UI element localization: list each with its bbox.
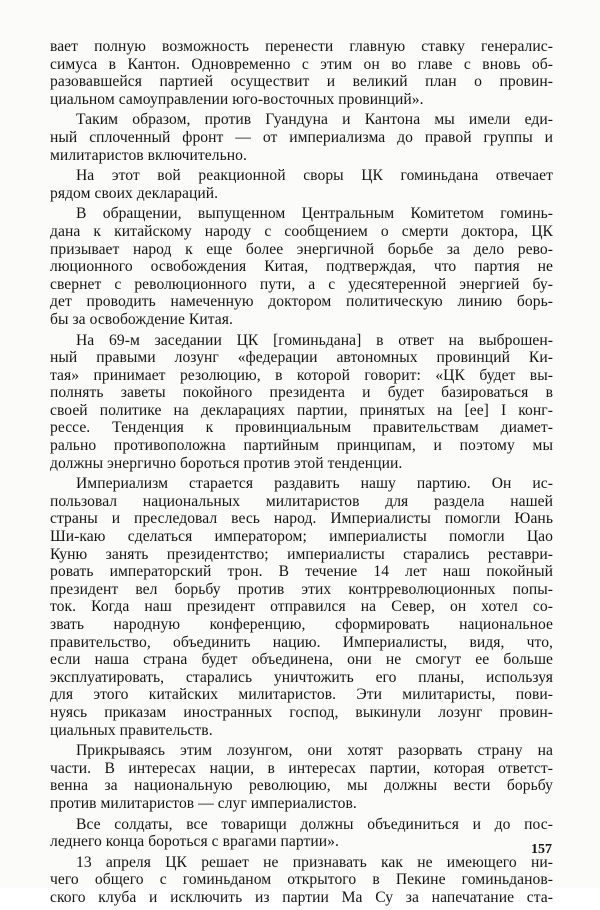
body-text	[50, 38, 553, 910]
text-line: страны и преследовал весь народ. Империалисты помогли Юань	[50, 510, 553, 528]
page-number: 157	[531, 842, 552, 857]
text-line: правительство, объединить нацию. Империалисты, видя, что,	[50, 633, 553, 651]
text-line: свернет с революционного пути, а с удесятеренной энергией бу-	[50, 275, 553, 293]
text-line: 13 апреля ЦК решает не признавать как не имеющего ни-	[76, 853, 553, 871]
text-line: части. В интересах нации, в интересах партии, которая ответст-	[50, 759, 553, 777]
text-line: ского клуба и исключить из партии Ма Су за напечатание ста-	[50, 888, 553, 906]
text-line: пользовал национальных милитаристов для раздела нашей	[50, 492, 553, 510]
text-line: ный сплоченный фронт — от империализма до правой группы и	[50, 128, 553, 146]
text-line: против милитаристов — слуг империалистов.	[50, 794, 357, 812]
text-line: дана к китайскому народу с сообщением о смерти доктора, ЦК	[50, 222, 553, 240]
text-line: венна за национальную революцию, мы должны вести борьбу	[50, 777, 553, 795]
paragraph	[50, 38, 553, 108]
paragraph	[50, 167, 553, 202]
text-line: рядом своих деклараций.	[50, 184, 219, 202]
text-line: На этот вой реакционной своры ЦК гоминьдана отвечает	[76, 167, 553, 185]
text-line: дет проводить намеченную доктором политическую линию борь-	[50, 293, 553, 311]
text-line: Все солдаты, все товарищи должны объединиться и до пос-	[76, 815, 553, 833]
text-line: вает полную возможность перенести главную ставку генералис-	[50, 38, 553, 55]
paragraph	[50, 111, 553, 164]
text-line: рессе. Тенденция к провинциальным правительствам диамет-	[50, 419, 553, 437]
text-line: полнять заветы покойного президента и будет базироваться в	[50, 384, 553, 402]
text-line: ный правыми лозунг «федерации автономных провинций Ки-	[50, 349, 553, 367]
text-line: для этого китайских милитаристов. Эти милитаристы, пови-	[50, 686, 553, 704]
paragraph	[50, 205, 553, 328]
paragraph	[50, 816, 553, 851]
paragraph	[50, 332, 553, 473]
text-line: чего общего с гоминьданом открытого в Пекине гоминьданов-	[50, 871, 553, 889]
text-line: циальном самоуправлении юго-восточных провинций».	[50, 90, 424, 108]
text-line: Куню занять президентство; империалисты старались реставри-	[50, 545, 553, 563]
text-line: Ши-каю сделаться императором; империалисты помогли Цао	[50, 528, 553, 546]
text-line: рально противоположна партийным принципам, и поэтому мы	[50, 437, 553, 455]
text-line: президент вел борьбу против этих контрреволюционных попы-	[50, 580, 553, 598]
text-line: если наша страна будет объединена, они не смогут ее больше	[50, 651, 553, 669]
text-line: нуясь приказам иностранных господ, выкинули лозунг провин-	[50, 703, 553, 721]
text-line: тая» принимает резолюцию, в которой говорит: «ЦК будет вы-	[50, 366, 553, 384]
text-line: призывает народ к еще более энергичной борьбе за дело рево-	[50, 240, 553, 258]
text-line: звать народную конференцию, сформировать национальное	[50, 616, 553, 633]
text-line: Таким образом, против Гуандуна и Кантона мы имели еди-	[76, 111, 553, 129]
text-line: эксплуатировать, старались уничтожить его планы, используя	[50, 668, 553, 686]
text-line: леднего конца бороться с врагами партии».	[50, 833, 339, 851]
text-line: циальных правительств.	[50, 721, 213, 739]
text-line: ровать императорский трон. В течение 14 лет наш покойный	[50, 563, 553, 581]
text-line: На 69-м заседании ЦК [гоминьдана] в ответ на выброшен-	[76, 331, 553, 349]
text-line: своей политике на декларациях партии, принятых на [ее] I конг-	[50, 401, 553, 419]
text-line: Прикрываясь этим лозунгом, они хотят разорвать страну на	[76, 742, 553, 760]
text-line: ток. Когда наш президент отправился на Север, он хотел со-	[50, 598, 553, 616]
paragraph	[50, 475, 553, 739]
text-line: В обращении, выпущенном Центральным Комитетом гоминь-	[76, 205, 553, 223]
paragraph	[50, 854, 553, 907]
text-line: разовавшейся партией осуществит и великий план о провин-	[50, 73, 553, 91]
text-line: бы за освобождение Китая.	[50, 310, 233, 328]
text-line: должны энергично бороться против этой тенденции.	[50, 454, 403, 472]
text-line: симуса в Кантон. Одновременно с этим он во главе с вновь об-	[50, 55, 553, 73]
text-line: милитаристов включительно.	[50, 146, 247, 164]
text-line: люционного освобождения Китая, подтверждая, что партия не	[50, 258, 553, 276]
paragraph	[50, 742, 553, 812]
text-line: Империализм старается раздавить нашу партию. Он ис-	[76, 475, 553, 493]
